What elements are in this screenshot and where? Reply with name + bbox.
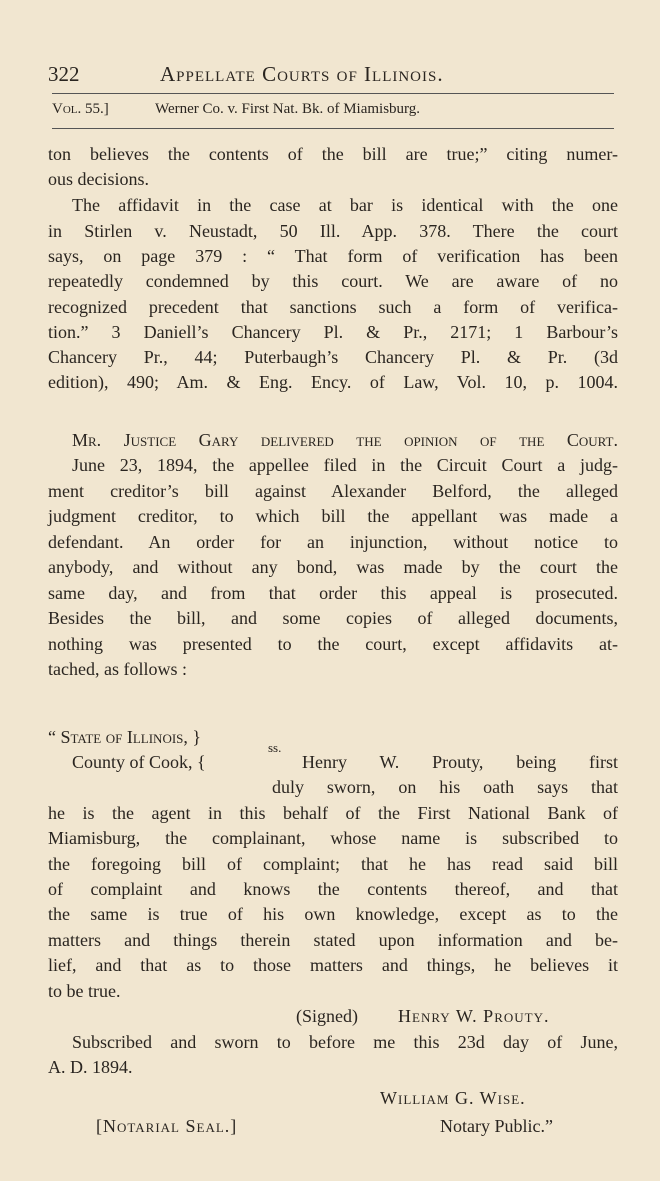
volume-label: Vol. 55.] (52, 101, 109, 117)
text-line: edition), 490; Am. & Eng. Ency. of Law, Vol. 10, p. 1004. (48, 372, 618, 392)
text-line: recognized precedent that sanctions such a form of verifica- (48, 297, 618, 317)
page-number: 322 (48, 62, 80, 86)
text-line: repeatedly condemned by this court. We are aware of no (48, 271, 618, 291)
text-line: tion.” 3 Daniell’s Chancery Pl. & Pr., 2171; 1 Barbour’s (48, 322, 618, 342)
text-line: anybody, and without any bond, was made by the court the (48, 557, 618, 577)
text-line: The affidavit in the case at bar is identical with the one (72, 195, 618, 215)
text-line: tached, as follows : (48, 659, 187, 679)
text-line: Subscribed and sworn to before me this 23d day of June, (72, 1032, 618, 1052)
notary-title: Notary Public.” (440, 1116, 553, 1136)
text-line: Besides the bill, and some copies of alleged documents, (48, 608, 618, 628)
text-line: in Stirlen v. Neustadt, 50 Ill. App. 378. There the court (48, 221, 618, 241)
text-line: same day, and from that order this appeal is prosecuted. (48, 583, 618, 603)
text-line: he is the agent in this behalf of the First National Bank of (48, 803, 618, 823)
venue-county: County of Cook, { (72, 752, 206, 772)
text-line: Miamisburg, the complainant, whose name is subscribed to (48, 828, 618, 848)
text-line: ton believes the contents of the bill are true;” citing numer- (48, 144, 618, 164)
header-rule (52, 128, 614, 129)
text-line: lief, and that as to those matters and things, he believes it (48, 955, 618, 975)
text-line: matters and things therein stated upon information and be- (48, 930, 618, 950)
text-line: the foregoing bill of complaint; that he has read said bill (48, 854, 618, 874)
text-line: Chancery Pr., 44; Puterbaugh’s Chancery Pl. & Pr. (3d (48, 347, 618, 367)
text-line: of complaint and knows the contents thereof, and that (48, 879, 618, 899)
running-title: Appellate Courts of Illinois. (160, 62, 444, 86)
text-line: A. D. 1894. (48, 1057, 133, 1077)
text-line: defendant. An order for an injunction, without notice to (48, 532, 618, 552)
text-line: ment creditor’s bill against Alexander Belford, the alleged (48, 481, 618, 501)
venue-state: “ State of Illinois, } (48, 727, 202, 747)
signer-name: Henry W. Prouty. (398, 1006, 550, 1026)
ss-mark: ss. (268, 740, 282, 755)
text-line: says, on page 379 : “ That form of verification has been (48, 246, 618, 266)
text-line: June 23, 1894, the appellee filed in the Circuit Court a judg- (72, 455, 618, 475)
text-line: Henry W. Prouty, being first (302, 752, 618, 772)
notary-name: William G. Wise. (380, 1088, 526, 1108)
case-title: Werner Co. v. First Nat. Bk. of Miamisburg. (155, 101, 421, 117)
header-rule (52, 93, 614, 94)
text-line: to be true. (48, 981, 121, 1001)
text-line: duly sworn, on his oath says that (272, 777, 618, 797)
text-line: judgment creditor, to which bill the appellant was made a (48, 506, 618, 526)
opinion-heading: Mr. Justice Gary delivered the opinion of the Court. (72, 430, 618, 450)
text-line: nothing was presented to the court, except affidavits at- (48, 634, 618, 654)
text-line: ous decisions. (48, 169, 149, 189)
signed-label: (Signed) (296, 1006, 358, 1026)
notarial-seal: [Notarial Seal.] (96, 1116, 238, 1136)
text-line: the same is true of his own knowledge, except as to the (48, 904, 618, 924)
